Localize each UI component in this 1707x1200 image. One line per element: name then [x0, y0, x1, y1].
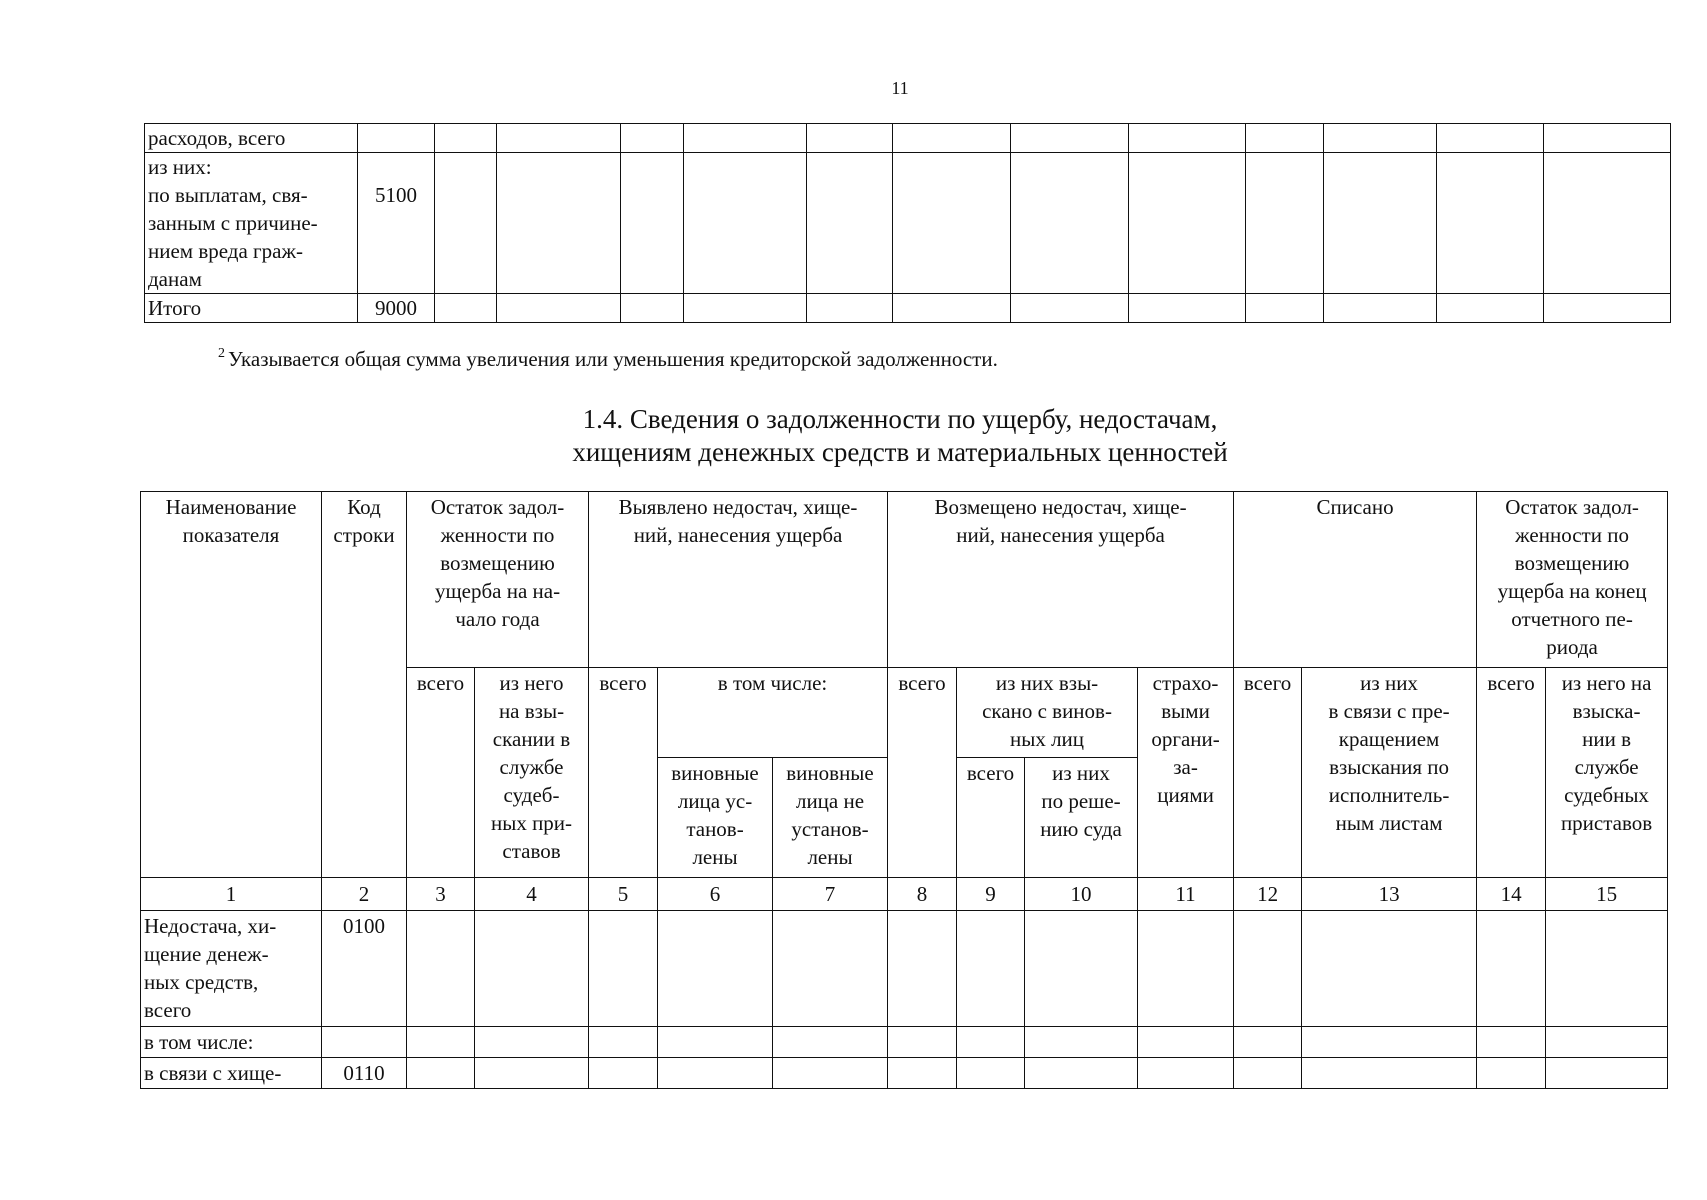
table-row [141, 1058, 1668, 1089]
row-name: в связи с хище- [141, 1058, 322, 1089]
section-title-line-2: хищениям денежных средств и материальных ценностей [572, 437, 1228, 467]
table-row [141, 1027, 1668, 1058]
header-total: всего [407, 668, 475, 878]
page-number: 11 [891, 78, 909, 98]
header-total: всего [1234, 668, 1302, 878]
header-total: всего [888, 668, 957, 878]
row-name: Недостача, хи- щение денеж- ных средств, всего [141, 911, 322, 1027]
column-number: 10 [1025, 878, 1138, 911]
row-code: 9000 [358, 294, 435, 323]
header-total: всего [957, 758, 1025, 878]
header-bailiffs-end: из него на взыска- нии в службе судебных приставов [1546, 668, 1668, 878]
column-number: 3 [407, 878, 475, 911]
row-name: из них: по выплатам, свя- занным с причине- нием вреда граж- данам [145, 153, 358, 294]
column-number: 15 [1546, 878, 1668, 911]
column-number: 9 [957, 878, 1025, 911]
header-detected: Выявлено недостач, хище- ний, нанесения ущерба [589, 492, 888, 668]
column-number: 2 [322, 878, 407, 911]
column-number: 11 [1138, 878, 1234, 911]
row-name: расходов, всего [145, 124, 358, 153]
header-total: всего [589, 668, 658, 878]
header-total: всего [1477, 668, 1546, 878]
header-including: в том числе: [658, 668, 888, 758]
row-name: в том числе: [141, 1027, 322, 1058]
header-termination: из них в связи с пре- кращением взыскания по исполнитель- ным листам [1302, 668, 1477, 878]
row-code: 0110 [322, 1058, 407, 1089]
debt-damage-table [140, 491, 1668, 1089]
row-name: Итого [145, 294, 358, 323]
header-compensated: Возмещено недостач, хище- ний, нанесения ущерба [888, 492, 1234, 668]
column-number: 8 [888, 878, 957, 911]
section-title [0, 403, 1707, 469]
continuation-table [144, 123, 1671, 323]
table-row [141, 911, 1668, 1027]
row-code: 0100 [322, 911, 407, 1027]
header-guilty-unknown: виновные лица не установ- лены [773, 758, 888, 878]
header-insurance: страхо- выми органи- за- циями [1138, 668, 1234, 878]
column-number: 1 [141, 878, 322, 911]
row-code: 5100 [358, 153, 435, 294]
header-by-court: из них по реше- нию суда [1025, 758, 1138, 878]
header-bailiffs-start: из него на взы- скании в службе судеб- ных при- ставов [475, 668, 589, 878]
table-row [145, 153, 1671, 294]
header-name: Наименование показателя [141, 492, 322, 878]
row-code [322, 1027, 407, 1058]
header-row-1 [141, 492, 1668, 668]
header-code: Код строки [322, 492, 407, 878]
column-number: 6 [658, 878, 773, 911]
column-numbers-row [141, 878, 1668, 911]
footnote [218, 346, 998, 372]
column-number: 14 [1477, 878, 1546, 911]
header-balance-start: Остаток задол- женности по возмещению ущерба на на- чало года [407, 492, 589, 668]
footnote-text: Указывается общая сумма увеличения или уменьшения кредиторской задолженности. [228, 347, 998, 371]
column-number: 13 [1302, 878, 1477, 911]
header-balance-end: Остаток задол- женности по возмещению ущерба на конец отчетного пе- риода [1477, 492, 1668, 668]
column-number: 12 [1234, 878, 1302, 911]
column-number: 7 [773, 878, 888, 911]
section-title-line-1: 1.4. Сведения о задолженности по ущербу, недостачам, [582, 404, 1218, 434]
header-guilty-known: виновные лица ус- танов- лены [658, 758, 773, 878]
row-code [358, 124, 435, 153]
table-row [145, 124, 1671, 153]
table-row [145, 294, 1671, 323]
column-number: 5 [589, 878, 658, 911]
column-number: 4 [475, 878, 589, 911]
header-written-off: Списано [1234, 492, 1477, 668]
header-recovered-guilty: из них взы- скано с винов- ных лиц [957, 668, 1138, 758]
footnote-mark: 2 [218, 346, 225, 361]
